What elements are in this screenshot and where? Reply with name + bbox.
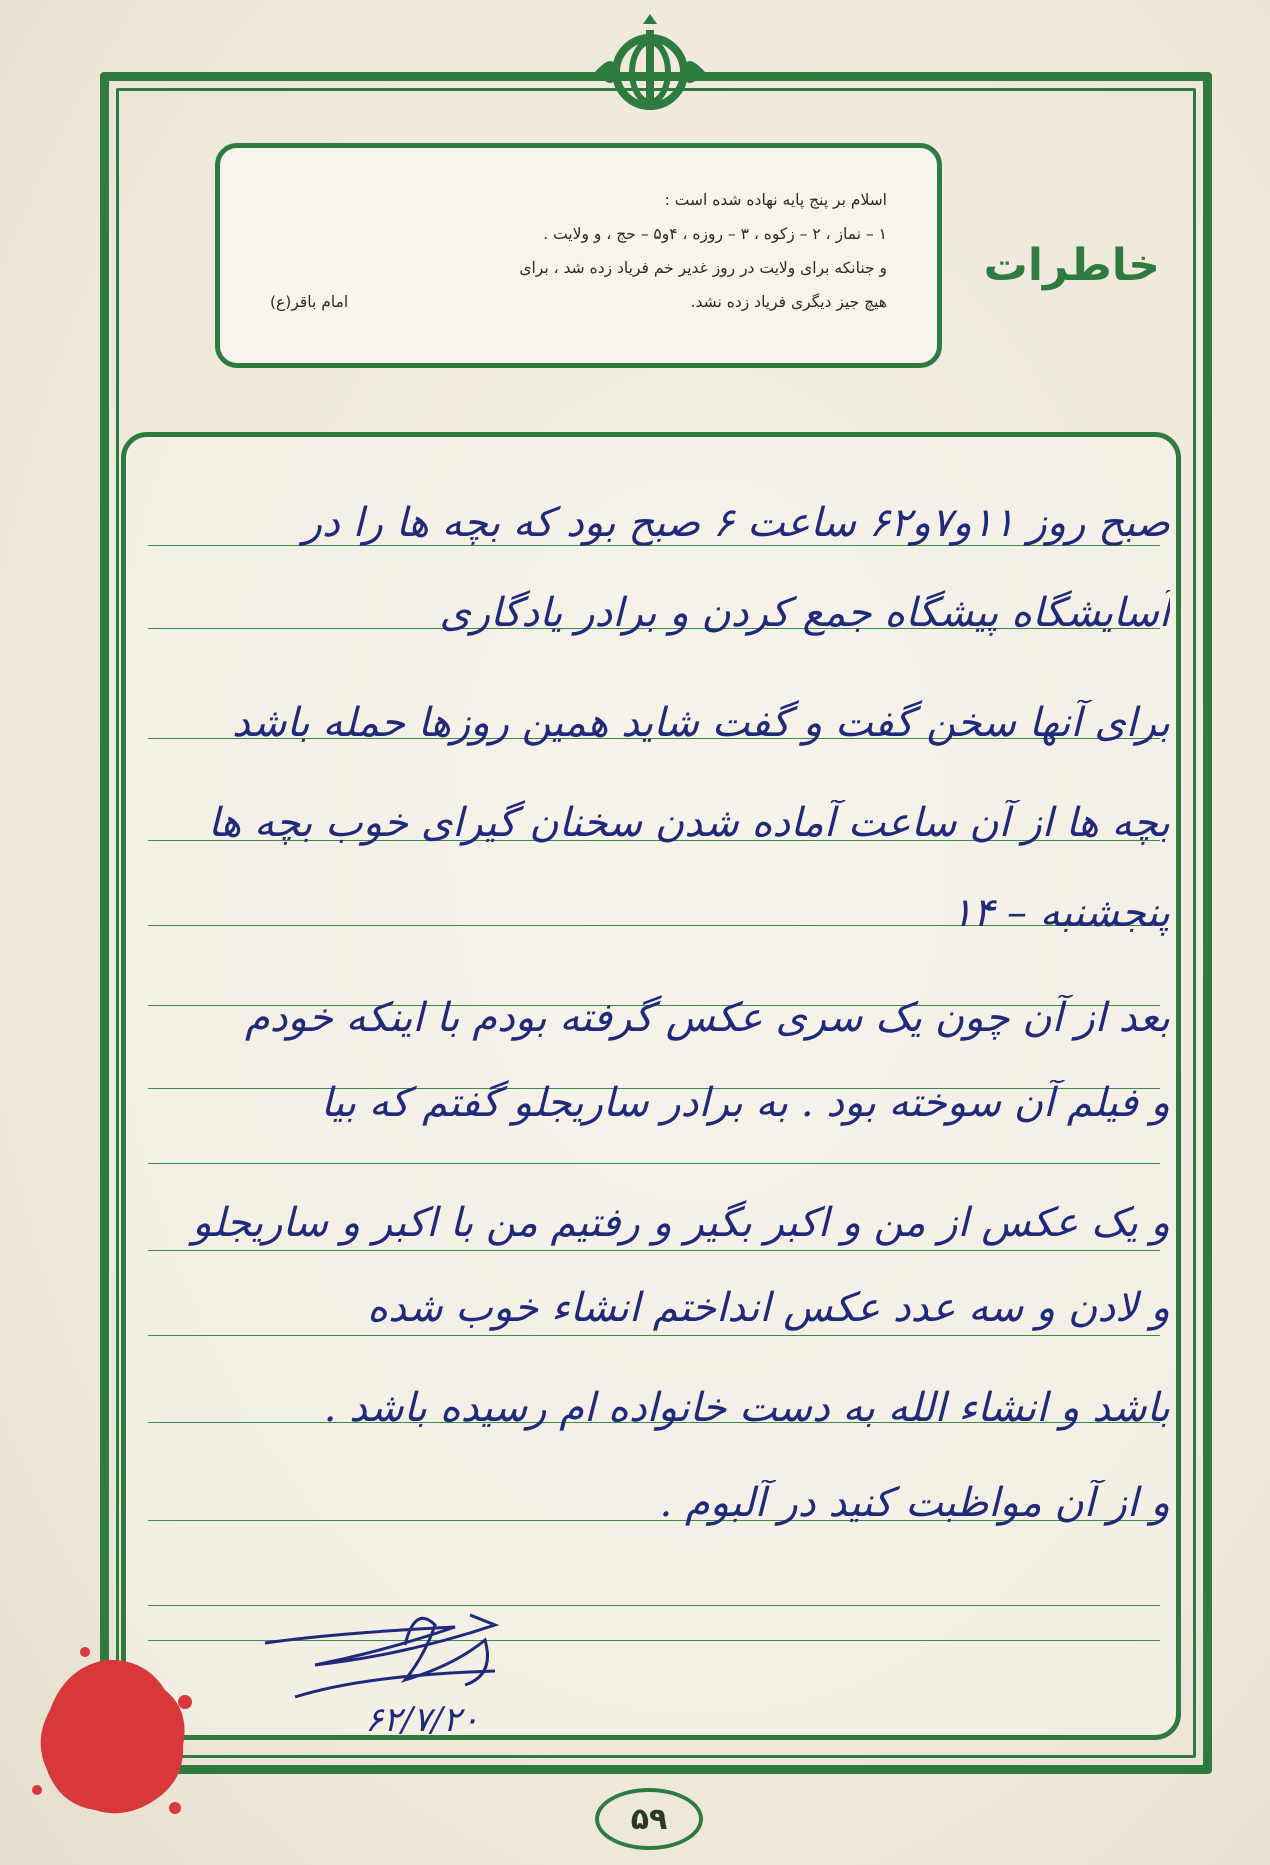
hadith-quote	[240, 183, 887, 319]
signature-date: ۶۲/۷/۲۰	[365, 1700, 480, 1740]
handwritten-line: و از آن مواظبت کنید در آلبوم .	[659, 1480, 1170, 1526]
quote-line: و جنانکه برای ولایت در روز غدیر خم فریاد زده شد ، برای	[519, 259, 887, 277]
handwritten-line: و یک عکس از من و اکبر بگیر و رفتیم من با اکبر و ساریجلو	[192, 1200, 1170, 1246]
blood-stain-icon	[25, 1640, 195, 1830]
quote-line: اسلام بر پنج پایه نهاده شده است :	[664, 191, 887, 209]
quote-box	[215, 143, 942, 368]
quote-line: ۱ – نماز ، ۲ – زکوه ، ۳ – روزه ، ۴و۵ – حج ، و ولایت .	[543, 225, 887, 243]
handwritten-line: برای آنها سخن گفت و گفت شاید همین روزها حمله باشد	[231, 700, 1170, 746]
ruled-line	[148, 1250, 1160, 1251]
page-number: ۵۹	[595, 1788, 703, 1850]
ruled-line	[148, 1163, 1160, 1164]
handwritten-line: و لادن و سه عدد عکس انداختم انشاء خوب شده	[367, 1285, 1170, 1331]
quote-line: هیچ جیز دیگری فریاد زده نشد.	[690, 293, 887, 311]
quote-attribution: امام باقر(ع)	[270, 293, 349, 311]
page-title: خاطرات	[983, 240, 1160, 291]
handwritten-line: پنجشنبه – ۱۴	[951, 890, 1170, 936]
handwritten-line: باشد و انشاء الله به دست خانواده ام رسیده باشد .	[323, 1385, 1170, 1431]
handwritten-line: صبح روز ۱۱و۷و۶۲ ساعت ۶ صبح بود که بچه ها را در	[302, 500, 1170, 546]
handwritten-line: آسایشگاه پیشگاه جمع کردن و برادر یادگاری	[439, 590, 1170, 636]
ruled-line	[148, 1335, 1160, 1336]
handwritten-line: و فیلم آن سوخته بود . به برادر ساریجلو گفتم که بیا	[320, 1080, 1170, 1126]
handwritten-line: بچه ها از آن ساعت آماده شدن سخنان گیرای خوب بچه ها	[208, 800, 1170, 846]
handwritten-line: بعد از آن چون یک سری عکس گرفته بودم با اینکه خودم	[244, 995, 1170, 1041]
